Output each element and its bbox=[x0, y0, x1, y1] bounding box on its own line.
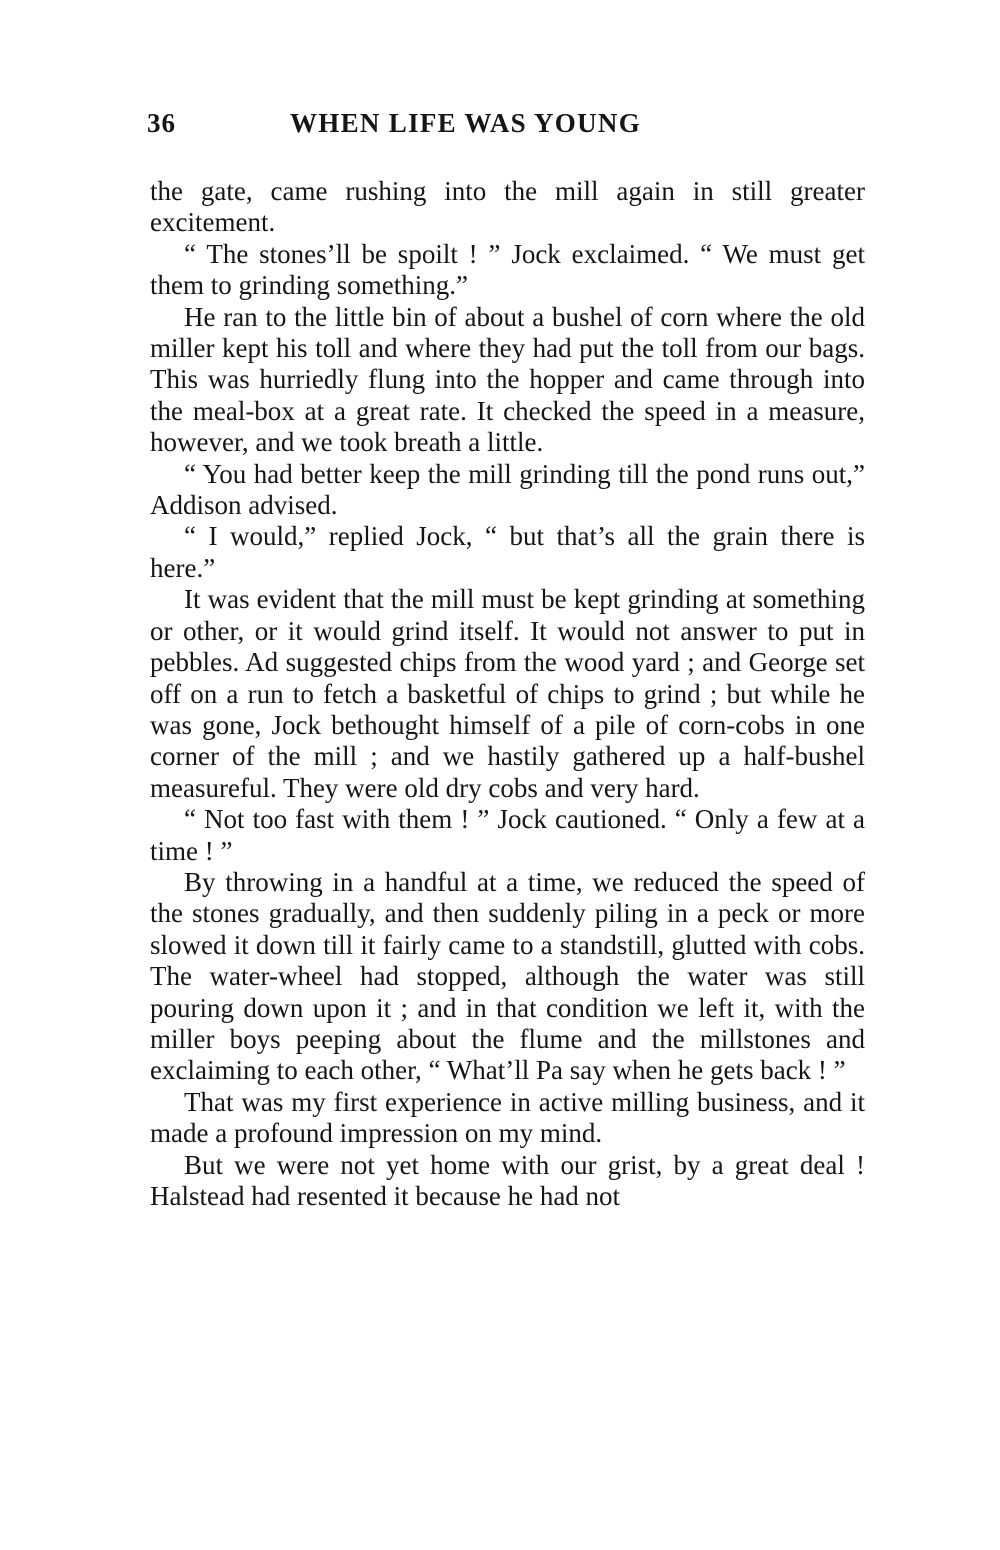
paragraph: “ You had better keep the mill grinding till the pond runs out,” Addison advised. bbox=[150, 458, 865, 521]
paragraph: That was my first experience in active milling business, and it made a profound impression on my mind. bbox=[150, 1086, 865, 1149]
paragraph: It was evident that the mill must be kept grinding at something or other, or it would grind itself. It would not answer to put in pebbles. Ad suggested chips from the wood yard ; and George set off on a run to fetch a basketful of chips to grind ; but while he was gone, Jock bethought himself of a pile of corn-cobs in one corner of the mill ; and we hastily gathered up a half-bushel measureful. They were old dry cobs and very hard. bbox=[150, 584, 865, 803]
paragraph: “ I would,” replied Jock, “ but that’s all the grain there is here.” bbox=[150, 521, 865, 583]
paragraph: By throwing in a handful at a time, we reduced the speed of the stones gradually, and then suddenly piling in a peck or more slowed it down till it fairly came to a standstill, glutted with cobs. The water-wheel had stopped, although the water was still pouring down upon it ; and in that condition we left it, with the miller boys peeping about the flume and the millstones and exclaiming to each other, “ What’ll Pa say when he gets back ! ” bbox=[150, 866, 865, 1086]
paragraph: “ The stones’ll be spoilt ! ” Jock exclaimed. “ We must get them to grinding something.” bbox=[150, 238, 865, 301]
book-page bbox=[147, 102, 865, 1212]
running-title: WHEN LIFE WAS YOUNG bbox=[290, 108, 642, 138]
paragraph: But we were not yet home with our grist, by a great deal ! Halstead had resented it because he had not bbox=[150, 1149, 865, 1211]
page-number: 36 bbox=[147, 108, 176, 138]
paragraph-continued: the gate, came rushing into the mill again in still greater excitement. bbox=[150, 176, 865, 238]
paragraph: “ Not too fast with them ! ” Jock cautioned. “ Only a few at a time ! ” bbox=[150, 804, 865, 866]
paragraph: He ran to the little bin of about a bushel of corn where the old miller kept his toll and where they had put the toll from our bags. This was hurriedly flung into the hopper and came through into the meal-box at a great rate. It checked the speed in a measure, however, and we took breath a little. bbox=[150, 301, 865, 458]
page-header bbox=[147, 102, 865, 142]
body-text bbox=[150, 176, 865, 1212]
